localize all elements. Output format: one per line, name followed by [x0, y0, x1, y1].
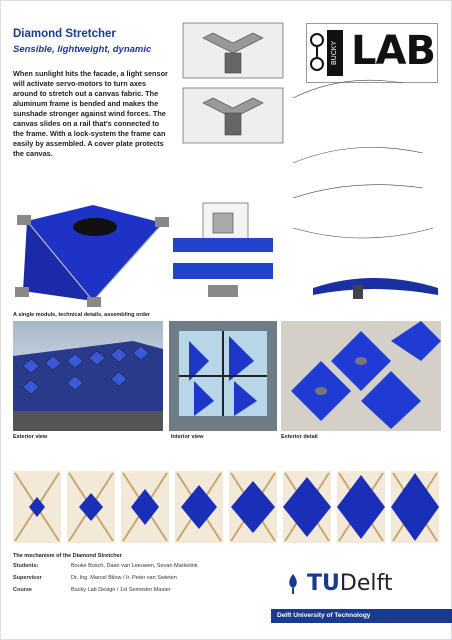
tu-text: TU — [307, 571, 340, 596]
description-text: When sunlight hits the facade, a light sensor will activate servo-motors to turn axes around to stretch out a canvas fabric. The aluminum frame is bended and makes the sunshade stronger against wind forces. The canvas slides on a rail that's connected to the frame. With a lock-system the frame can easily by assembled. A cover plate protects the canvas. — [13, 69, 168, 158]
photo-exterior-view — [13, 321, 163, 431]
bucky-label: BUCKY — [327, 30, 343, 76]
lab-label: LAB — [351, 28, 435, 74]
poster-title: Diamond Stretcher — [13, 28, 116, 40]
students-label: Students: — [13, 563, 39, 569]
module-render — [13, 201, 171, 311]
caption-exterior-detail: Exterior detail — [281, 434, 318, 440]
course-value: Bucky Lab Design / 1st Semester Master — [71, 587, 171, 593]
caption-module: A single module, technical details, assembling order — [13, 312, 151, 318]
tu-delft-logo — [286, 571, 392, 596]
students-value: Bouke Bosch, Daan van Leeuwen, Sevan Markelink — [71, 563, 198, 569]
caption-mechanism: The mechanism of the Diamond Stretcher — [13, 553, 122, 559]
flame-icon — [286, 574, 300, 594]
university-name: Delft University of Technology — [277, 612, 371, 619]
photo-interior-view — [169, 321, 277, 431]
caption-exterior-view: Exterior view — [13, 434, 48, 440]
caption-interior-view: Interior view — [171, 434, 204, 440]
photo-exterior-detail — [281, 321, 441, 431]
technical-drawings — [173, 13, 443, 305]
supervisor-value: Dr. Ing. Marcel Bilow / Ir. Peter van Swieten — [71, 575, 177, 581]
university-bar — [271, 609, 452, 623]
supervisor-label: Supervisor — [13, 575, 42, 581]
delft-text: Delft — [339, 571, 393, 596]
mechanism-sequence — [13, 471, 443, 549]
poster-subtitle: Sensible, lightweight, dynamic — [13, 44, 152, 55]
course-label: Course — [13, 587, 32, 593]
